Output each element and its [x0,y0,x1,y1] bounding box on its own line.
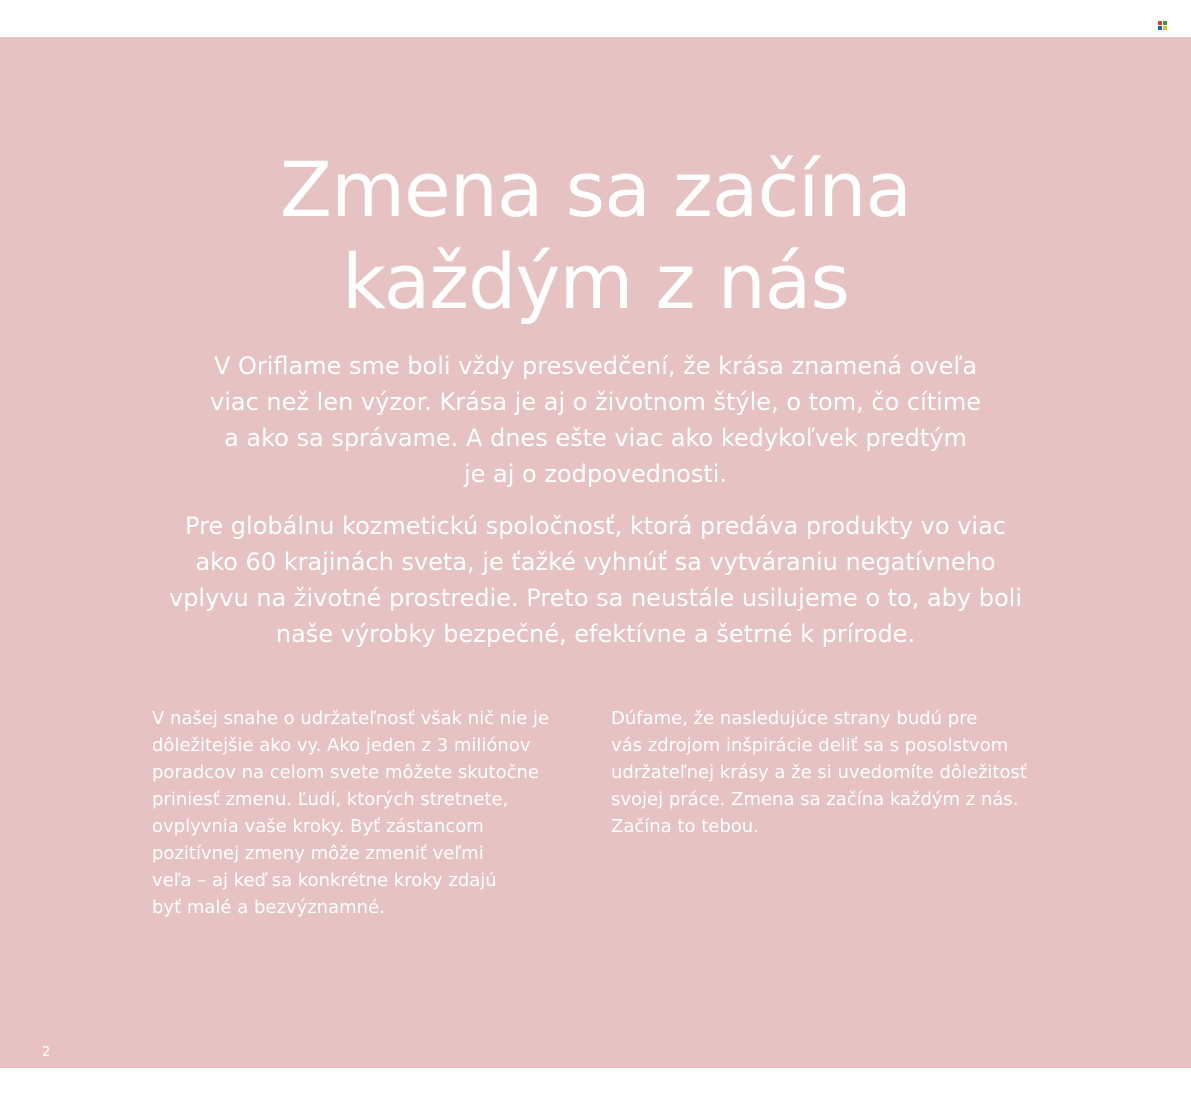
logo-square-red [1158,21,1162,25]
left-line-7: veľa – aj keď sa konkrétne kroky zdajú [152,870,497,891]
intro2-line-2: ako 60 krajinách sveta, je ťažké vyhnúť sa vytváraniu negatívneho [195,548,996,576]
colored-squares-logo-icon [1158,21,1167,30]
logo-square-yellow [1163,26,1167,30]
left-line-8: byť malé a bezvýznamné. [152,897,385,918]
top-frame [0,0,1191,37]
intro-paragraph-2 [120,508,1071,652]
right-line-1: Dúfame, že nasledujúce strany budú pre [611,708,978,729]
intro-line-1: V Oriflame sme boli vždy presvedčení, že krása znamená oveľa [213,352,978,380]
intro2-line-4: naše výrobky bezpečné, efektívne a šetrné k prírode. [275,620,916,648]
headline-line-2: každým z nás [342,237,849,326]
brochure-page [0,37,1191,1068]
logo-square-blue [1158,26,1162,30]
intro-paragraph [120,348,1071,492]
left-line-6: pozitívnej zmeny môže zmeniť veľmi [152,843,484,864]
right-line-3: udržateľnej krásy a že si uvedomíte dôležitosť [611,762,1027,783]
intro2-line-1: Pre globálnu kozmetickú spoločnosť, ktorá predáva produkty vo viac [185,512,1006,540]
headline-line-1: Zmena sa začína [279,145,912,234]
intro-line-3: a ako sa správame. A dnes ešte viac ako kedykoľvek predtým [224,424,967,452]
left-line-3: poradcov na celom svete môžete skutočne [152,762,539,783]
right-line-2: vás zdrojom inšpirácie deliť sa s posolstvom [611,735,1009,756]
left-line-5: ovplyvnia vaše kroky. Byť zástancom [152,816,484,837]
intro2-line-3: vplyvu na životné prostredie. Preto sa neustále usilujeme o to, aby boli [168,584,1023,612]
bottom-frame [0,1068,1191,1105]
left-line-4: priniesť zmenu. Ľudí, ktorých stretnete, [152,789,509,810]
page-headline [0,144,1191,328]
left-line-1: V našej snahe o udržateľnosť však nič nie je [152,708,550,729]
intro-line-2: viac než len výzor. Krása je aj o životnom štýle, o tom, čo cítime [210,388,981,416]
intro-line-4: je aj o zodpovednosti. [463,460,728,488]
left-line-2: dôležitejšie ako vy. Ako jeden z 3 miliónov [152,735,531,756]
right-line-5: Začína to tebou. [611,816,759,837]
right-line-4: svojej práce. Zmena sa začína každým z nás. [611,789,1019,810]
right-column-text [611,705,1051,840]
left-column-text [152,705,572,921]
logo-square-green [1163,21,1167,25]
page-number: 2 [42,1045,51,1060]
